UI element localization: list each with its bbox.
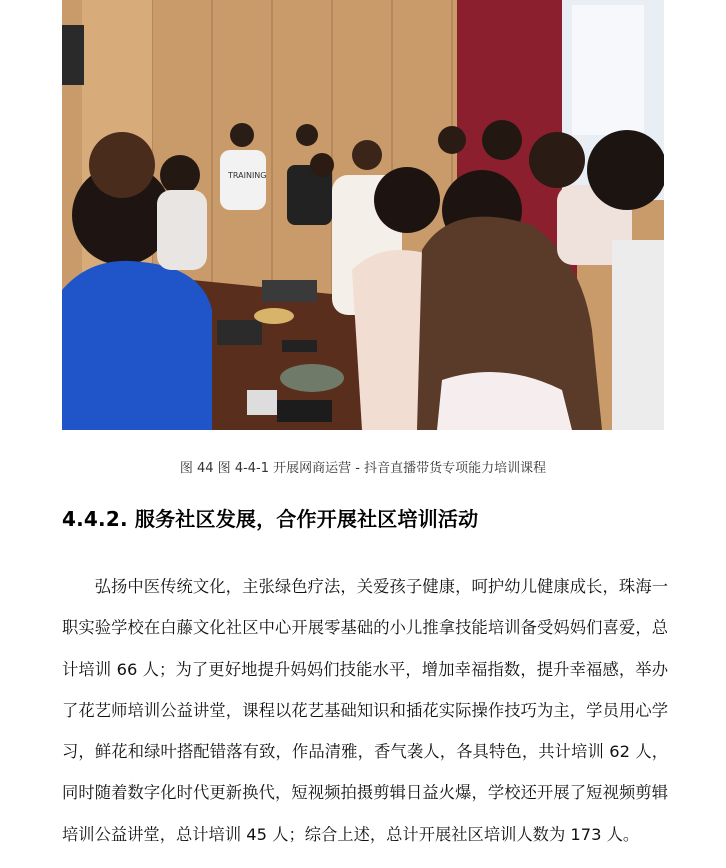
body-text: [62, 566, 668, 855]
training-photo: [62, 0, 664, 430]
classroom-training-photo-icon: [62, 0, 664, 430]
section-heading: 4.4.2. 服务社区发展，合作开展社区培训活动: [62, 507, 479, 531]
training-shirt-text: TRAINING: [228, 171, 267, 180]
figure-caption: 图 44 图 4-4-1 开展网商运营 - 抖音直播带货专项能力培训课程: [179, 461, 547, 476]
body-paragraph: 弘扬中医传统文化，主张绿色疗法，关爱孩子健康，呵护幼儿健康成长，珠海一职实验学校在白藤文化社区中心开展零基础的小儿推拿技能培训备受妈妈们喜爱，总计培训 66 人；为了更好地提升妈妈们技能水平，增加幸福指数，提升幸福感，举办了花艺师培训公益讲堂，课程以花艺基础知识和插花实际操作技巧为主，学员用心学习，鲜花和绿叶搭配错落有致，作品清雅，香气袭人，各具特色，共计培训 62 人，同时随着数字化时代更新换代，短视频拍摄剪辑日益火爆，学校还开展了短视频剪辑培训公益讲堂，总计培训 45 人；综合上述，总计开展社区培训人数为 173 人。: [62, 577, 668, 844]
